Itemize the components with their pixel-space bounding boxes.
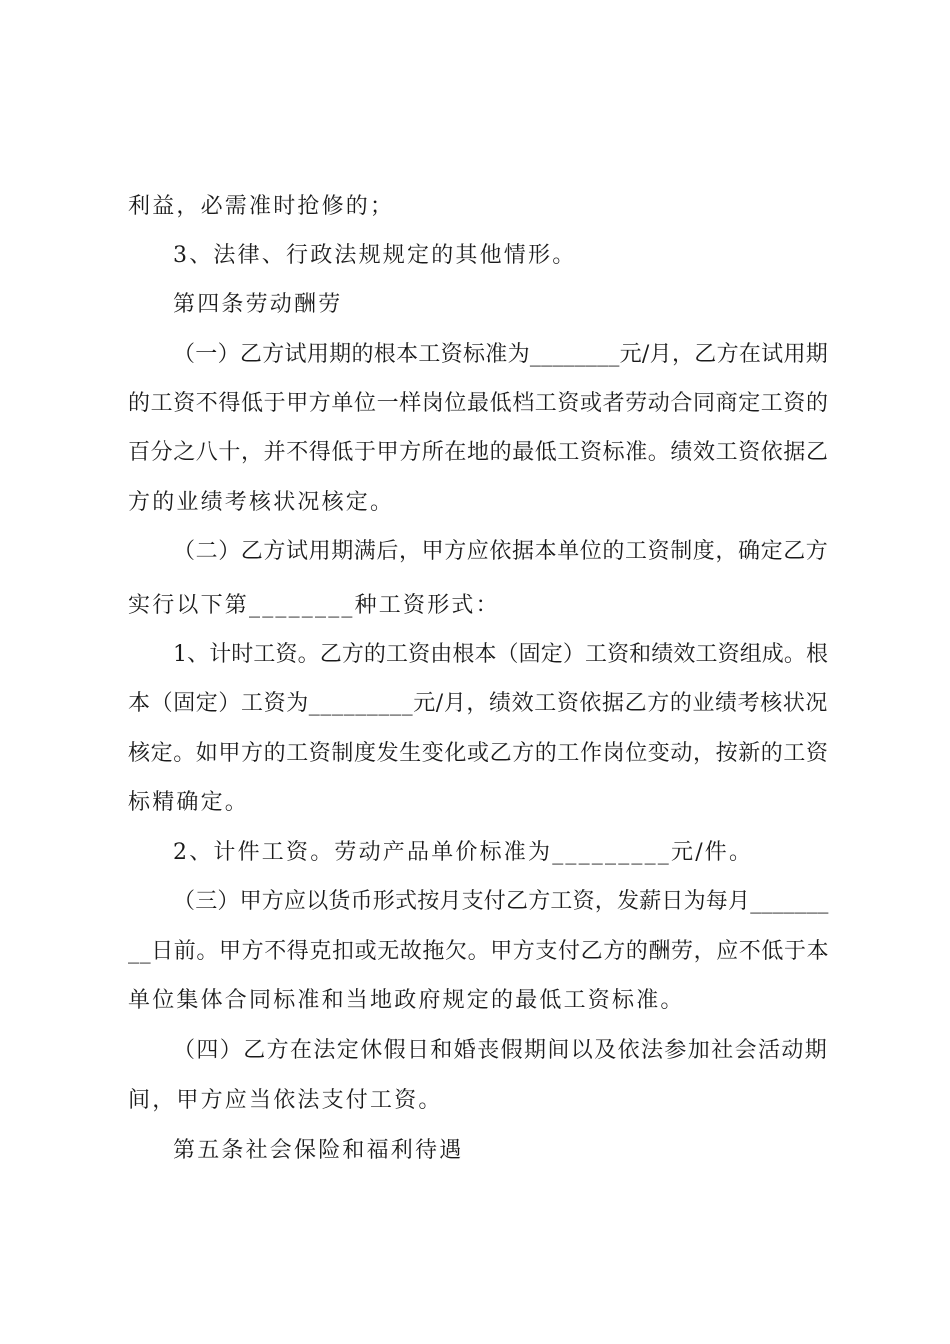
text-line: 方的业绩考核状况核定。 [128,490,395,515]
text-line: 1、计时工资。乙方的工资由根本（固定）工资和绩效工资组成。根 [173,642,828,667]
text-line: 百分之八十，并不得低于甲方所在地的最低工资标准。绩效工资依据乙 [128,440,829,465]
text-line: 实行以下第________种工资形式： [128,593,500,618]
text-line: 单位集体合同标准和当地政府规定的最低工资标准。 [128,988,685,1013]
text-line: 3、法律、行政法规规定的其他情形。 [173,243,577,268]
text-line: 标精确定。 [128,790,250,815]
text-line: 的工资不得低于甲方单位一样岗位最低档工资或者劳动合同商定工资的 [128,391,829,416]
text-line: （二）乙方试用期满后，甲方应依据本单位的工资制度，确定乙方 [173,539,829,564]
text-line: __日前。甲方不得克扣或无故拖欠。甲方支付乙方的酬劳，应不低于本 [128,939,830,964]
text-line: （四）乙方在法定休假日和婚丧假期间以及依法参加社会活动期 [173,1038,829,1063]
text-line: （三）甲方应以货币形式按月支付乙方工资，发薪日为每月_______ [173,889,829,914]
section-heading: 第四条劳动酬劳 [173,292,343,317]
text-line: 核定。如甲方的工资制度发生变化或乙方的工作岗位变动，按新的工资 [128,741,829,766]
text-line: 2、计件工资。劳动产品单价标准为_________元/件。 [173,840,754,865]
text-line: 利益，必需准时抢修的； [128,194,395,219]
text-line: 间，甲方应当依法支付工资。 [128,1088,443,1113]
text-line: （一）乙方试用期的根本工资标准为________元/月，乙方在试用期 [173,342,828,367]
text-line: 本（固定）工资为_________元/月，绩效工资依据乙方的业绩考核状况 [128,691,829,716]
section-heading: 第五条社会保险和福利待遇 [173,1138,464,1163]
